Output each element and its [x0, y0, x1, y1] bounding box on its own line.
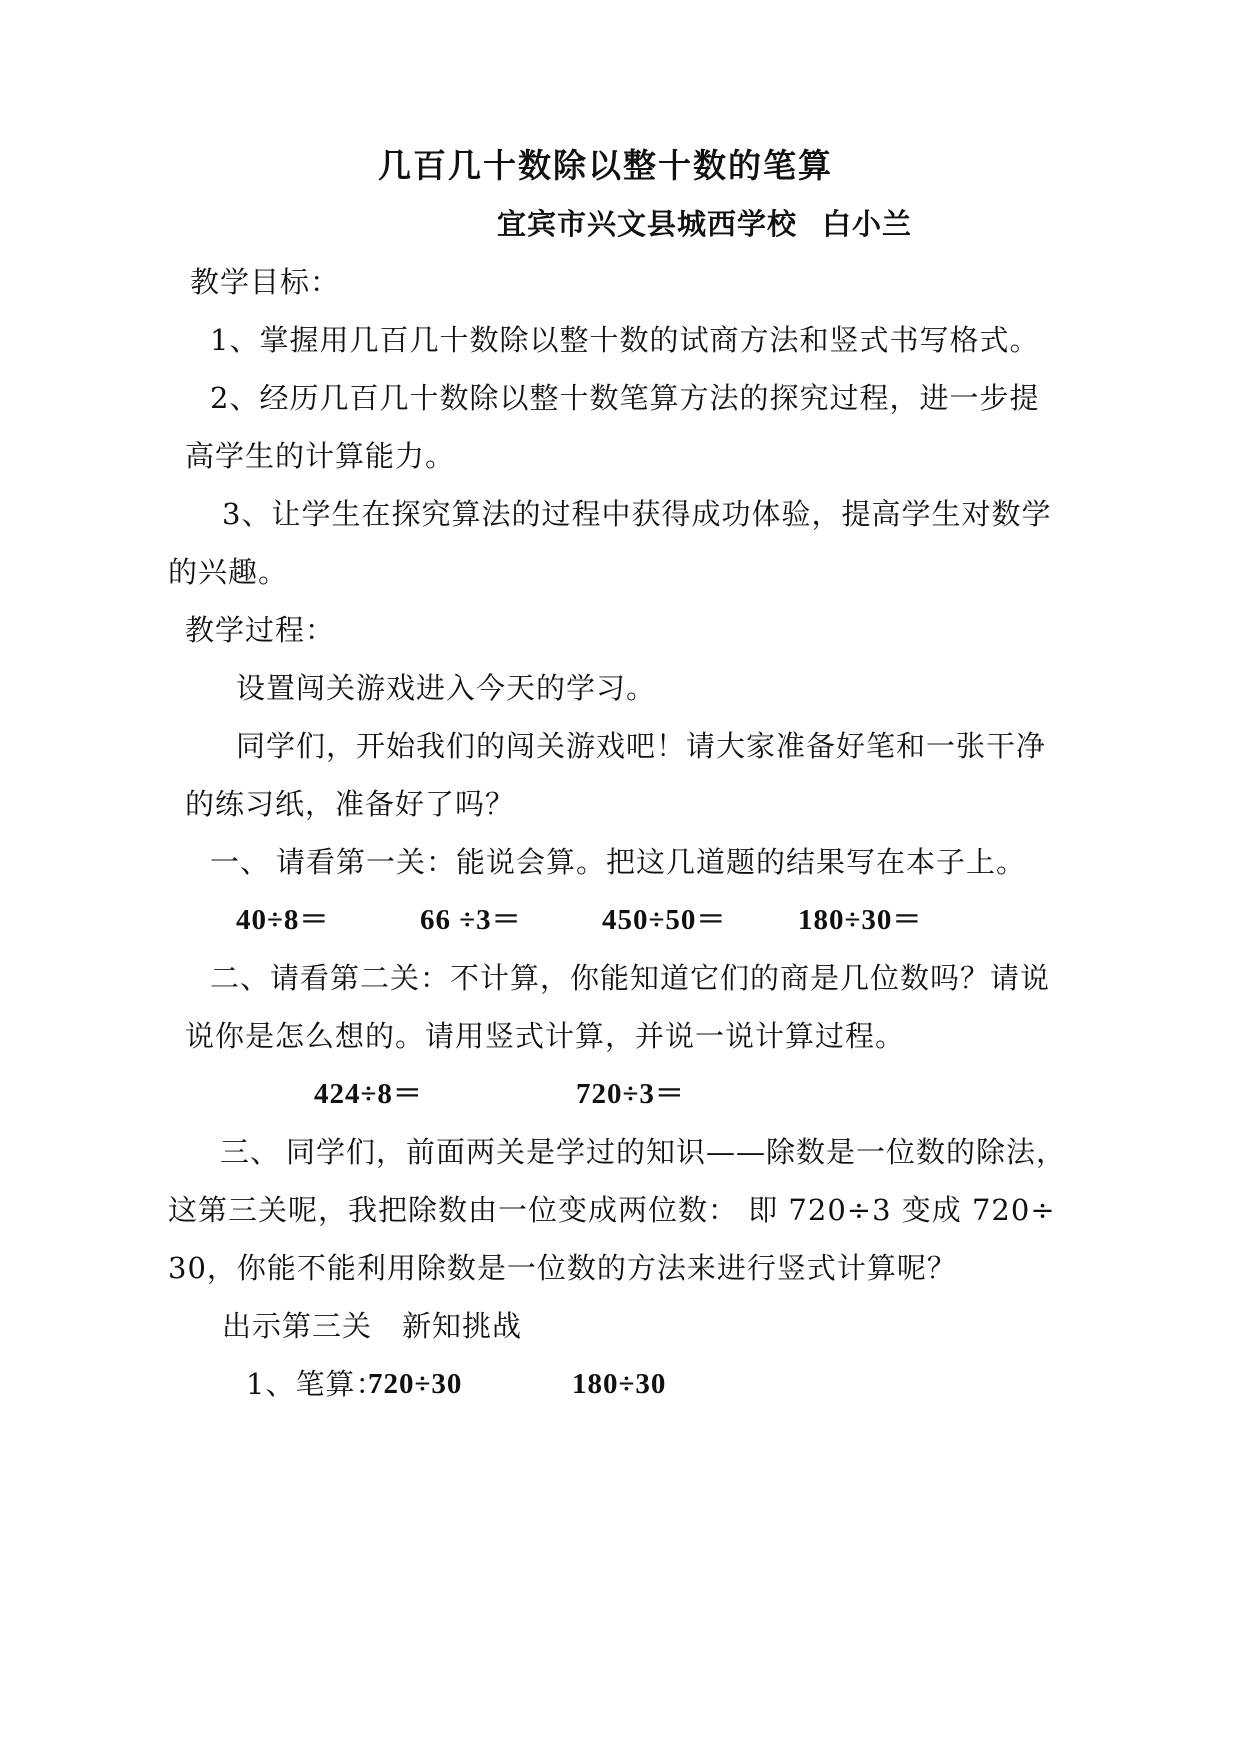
process-intro2-line2: 的练习纸，准备好了吗？ — [185, 787, 516, 821]
objective-line: 3、让学生在探究算法的过程中获得成功体验，提高学生对数学 — [222, 497, 1052, 531]
level1-problem: 40÷8＝ — [236, 904, 330, 936]
objective-line: 1、掌握用几百几十数除以整十数的试商方法和竖式书写格式。 — [210, 323, 1040, 357]
level3-problem: 720÷30 — [368, 1368, 463, 1400]
level1-problem: 180÷30＝ — [798, 904, 923, 936]
objective-line: 的兴趣。 — [168, 555, 289, 589]
level3-task-label: 1、笔算： — [246, 1367, 386, 1401]
level2-line1: 二、请看第二关：不计算，你能知道它们的商是几位数吗？请说 — [210, 961, 1051, 995]
level2-line2: 说你是怎么想的。请用竖式计算，并说一说计算过程。 — [185, 1019, 906, 1053]
level1-problem: 450÷50＝ — [602, 904, 727, 936]
level3-problem: 180÷30 — [572, 1368, 667, 1400]
level2-problem: 424÷8＝ — [314, 1078, 423, 1110]
page-title: 几百几十数除以整十数的笔算 — [378, 146, 833, 185]
objectives-heading: 教学目标： — [190, 265, 341, 299]
process-intro: 设置闯关游戏进入今天的学习。 — [236, 671, 657, 705]
level1-problem: 66 ÷3＝ — [420, 904, 522, 936]
process-intro2-line1: 同学们，开始我们的闯关游戏吧！请大家准备好笔和一张干净 — [236, 729, 1047, 763]
level3-line1: 同学们，前面两关是学过的知识——除数是一位数的除法， — [286, 1135, 1067, 1169]
process-heading: 教学过程： — [185, 613, 336, 647]
level3-show: 出示第三关 新知挑战 — [222, 1309, 523, 1343]
byline-school: 宜宾市兴文县城西学校 — [497, 207, 798, 241]
level3-line2: 这第三关呢，我把除数由一位变成两位数： 即 720÷3 变成 720÷ — [168, 1193, 1056, 1227]
level3-marker: 三、 — [220, 1135, 281, 1169]
level3-line3: 30，你能不能利用除数是一位数的方法来进行竖式计算呢？ — [168, 1251, 957, 1285]
objective-line: 2、经历几百几十数除以整十数笔算方法的探究过程，进一步提 — [210, 381, 1040, 415]
level1-text: 请看第一关：能说会算。把这几道题的结果写在本子上。 — [276, 845, 1027, 879]
byline-author: 白小兰 — [822, 207, 913, 241]
level1-marker: 一、 — [210, 845, 271, 879]
level2-problem: 720÷3＝ — [576, 1078, 685, 1110]
objective-line: 高学生的计算能力。 — [185, 439, 456, 473]
